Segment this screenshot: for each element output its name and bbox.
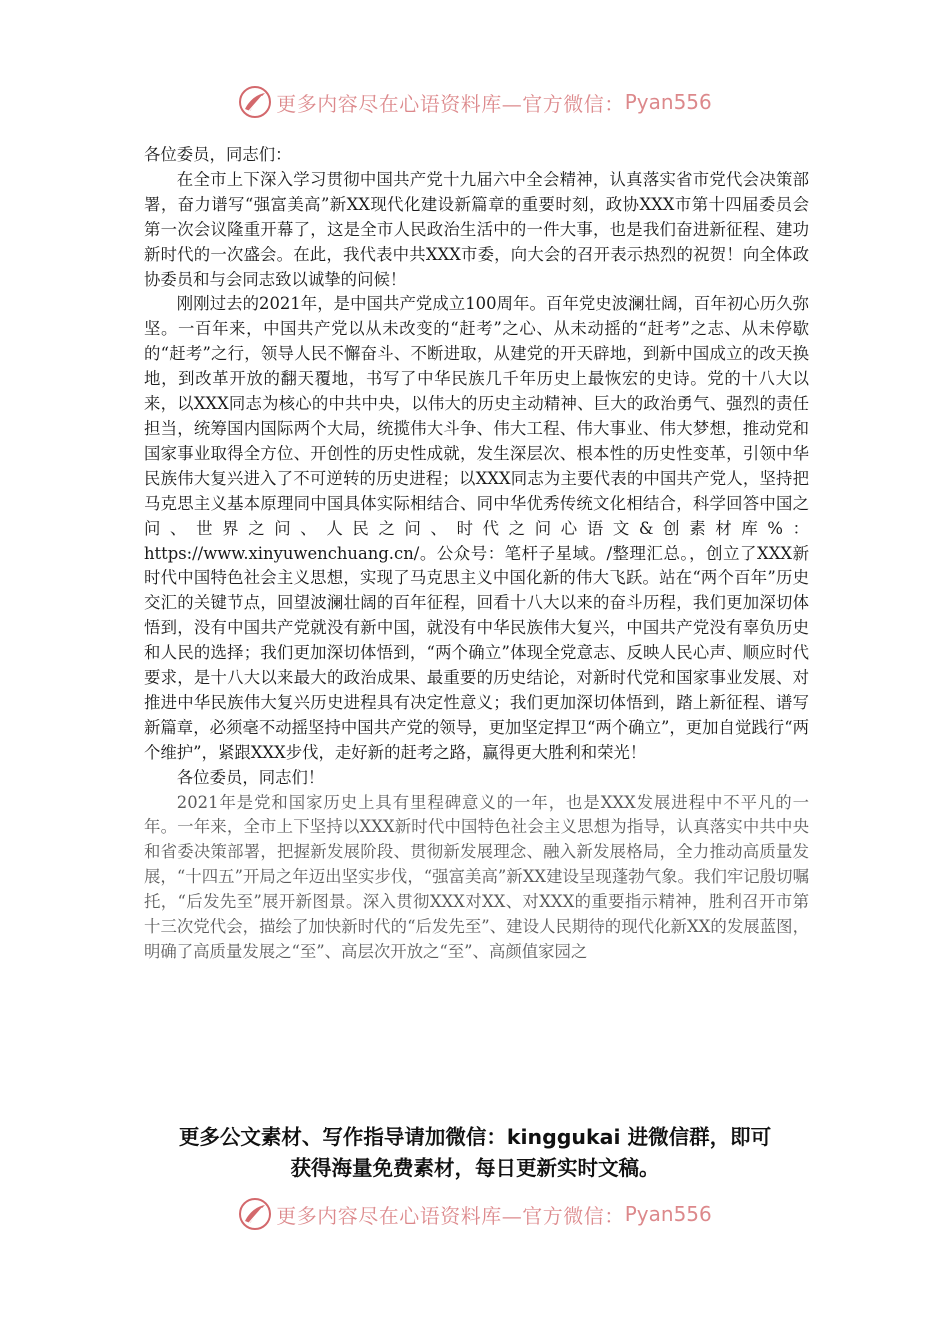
promo-line-2: 获得海量免费素材，每日更新实时文稿。 — [290, 1156, 660, 1180]
document-body — [144, 143, 809, 1093]
header-wechat-id: Pyan556 — [624, 90, 712, 114]
paragraph-1: 在全市上下深入学习贯彻中国共产党十九届六中全会精神，认真落实省市党代会决策部署，奋力谱写“强富美高”新XX现代化建设新篇章的重要时刻，政协XXX市第十四届委员会第一次会议隆重开幕了，这是全市人民政治生活中的一件大事，也是我们奋进新征程、建功新时代的一次盛会。在此，我代表中共XXX市委，向大会的召开表示热烈的祝贺！向全体政协委员和与会同志致以诚挚的问候！ — [144, 169, 809, 289]
header-banner-text: 更多内容尽在心语资料库—官方微信： — [276, 91, 625, 116]
paragraph-3: 各位委员，同志们！ — [176, 767, 325, 787]
library-logo-icon — [238, 85, 272, 119]
footer-wechat-id: Pyan556 — [624, 1202, 712, 1226]
salutation: 各位委员，同志们： — [144, 145, 292, 164]
promo-notice — [100, 1122, 850, 1184]
footer-banner — [0, 1196, 950, 1232]
paragraph-2: 刚刚过去的2021年，是中国共产党成立100周年。百年党史波澜壮阔，百年初心历久弥坚。一百年来，中国共产党以从未改变的“赶考”之心、从未动摇的“赶考”之志、从未停歇的“赶考”之行，领导人民不懈奋斗、不断进取，从建党的开天辟地，到新中国成立的改天换地，到改革开放的翻天覆地，书写了中华民族几千年历史上最恢宏的史诗。党的十八大以来，以XXX同志为核心的中共中央，以伟大的历史主动精神、巨大的政治勇气、强烈的责任担当，统筹国内国际两个大局，统揽伟大斗争、伟大工程、伟大事业、伟大梦想，推动党和国家事业取得全方位、开创性的历史性成就，发生深层次、根本性的历史性变革，引领中华民族伟大复兴进入了不可逆转的历史进程；以XXX同志为主要代表的中国共产党人，坚持把马克思主义基本原理同中国具体实际相结合、同中华优秀传统文化相结合，科学回答中国之问、世界之问、人民之问、时代之问心语文&创素材库%：https://www.xinyuwenchuang.cn/。公众号：笔杆子星域。/整理汇总。，创立了XXX新时代中国特色社会主义思想，实现了马克思主义中国化新的伟大飞跃。站在“两个百年”历史交汇的关键节点，回望波澜壮阔的百年征程，回看十八大以来的奋斗历程，我们更加深切体悟到，没有中国共产党就没有新中国，就没有中华民族伟大复兴，中国共产党没有辜负历史和人民的选择；我们更加深切体悟到，“两个确立”体现全党意志、反映人民心声、顺应时代要求，是十八大以来最大的政治成果、最重要的历史结论，对新时代党和国家事业发展、对推进中华民族伟大复兴历史进程具有决定性意义；我们更加深切体悟到，踏上新征程、谱写新篇章，必须毫不动摇坚持中国共产党的领导，更加坚定捍卫“两个确立”，更加自觉践行“两个维护”，紧跟XXX步伐，走好新的赶考之路，赢得更大胜利和荣光！ — [144, 294, 809, 762]
header-banner — [0, 84, 950, 120]
footer-banner-text: 更多内容尽在心语资料库—官方微信： — [276, 1203, 625, 1228]
library-logo-icon — [238, 1197, 272, 1231]
paragraph-4: 2021年是党和国家历史上具有里程碑意义的一年，也是XXX发展进程中不平凡的一年。一年来，全市上下坚持以XXX新时代中国特色社会主义思想为指导，认真落实中共中央和省委决策部署，把握新发展阶段、贯彻新发展理念、融入新发展格局，全力推动高质量发展，“十四五”开局之年迈出坚实步伐，“强富美高”新XX建设呈现蓬勃气象。我们牢记殷切嘱托，“后发先至”展开新图景。深入贯彻XXX对XX、对XXX的重要指示精神，胜利召开市第十三次党代会，描绘了加快新时代的“后发先至”、建设人民期待的现代化新XX的发展蓝图，明确了高质量发展之“至”、高层次开放之“至”、高颜值家园之 — [144, 792, 809, 961]
promo-line-1: 更多公文素材、写作指导请加微信：kinggukai 进微信群，即可 — [178, 1125, 772, 1149]
